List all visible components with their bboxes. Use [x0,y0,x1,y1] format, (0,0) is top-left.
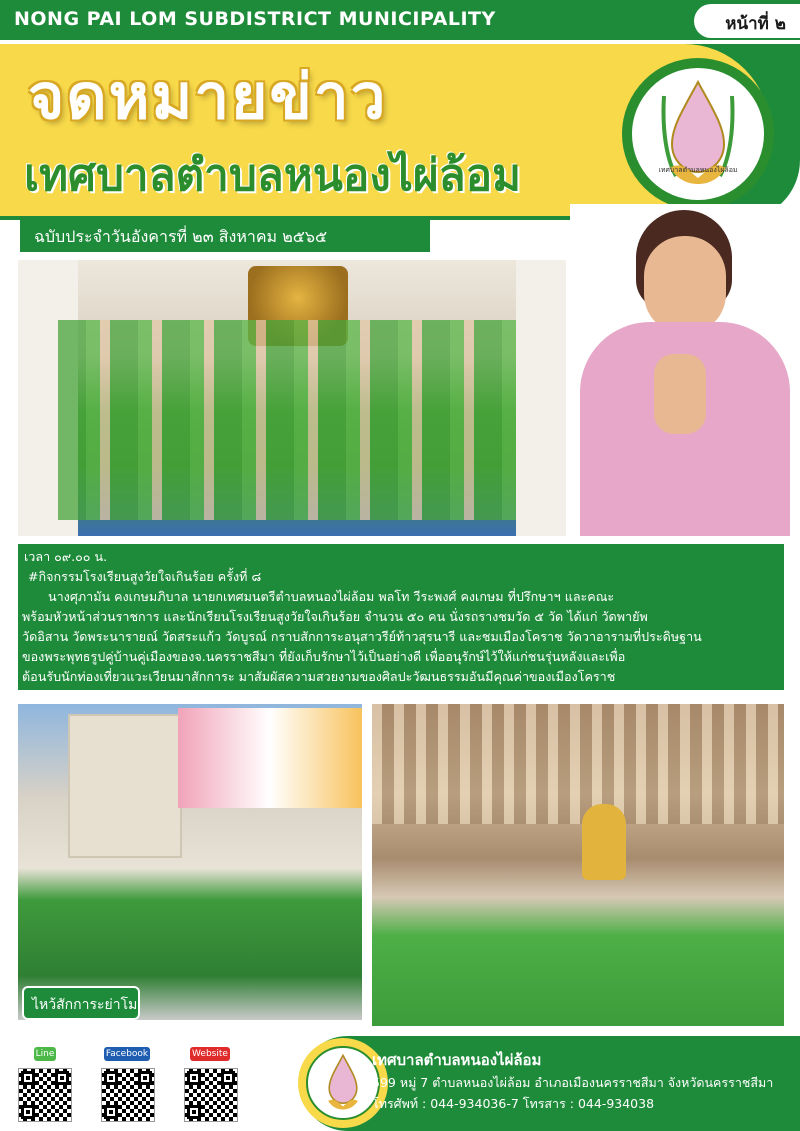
cave-temple-photo [372,704,784,1026]
photo-caption-text: ไหว้สักการะย่าโม [32,997,138,1013]
footer-phone: โทรศัพท์ : 044-934036-7 โทรสาร : 044-934038 [372,1096,655,1111]
line-label: Line [35,1049,55,1059]
footer-org-name: เทศบาลตำบลหนองไผ่ล้อม [372,1051,542,1069]
issue-date-bar [20,218,430,252]
article-line: พร้อมหัวหน้าส่วนราชการ และนักเรียนโรงเรียนสูงวัยใจเกินร้อย จำนวน ๕๐ คน นั่งรถรางชมวัด ๕ วัด ได้แก่ วัดพายัพ [22,609,648,624]
article-line: ต้อนรับนักท่องเที่ยวแวะเวียนมาสักการะ มาสัมผัสความสวยงามของศิลปะวัฒนธรรมอันมีคุณค่าของเมืองโคราช [22,669,616,684]
page-number-tag [694,4,800,38]
line-qr-code[interactable] [18,1068,72,1122]
photo-caption [22,986,140,1020]
lotus-drop-icon [632,68,764,200]
article-hashtag: #กิจกรรมโรงเรียนสูงวัยใจเกินร้อย ครั้งที่ ๘ [28,569,262,584]
article-line: นางศุภามัน คงเกษมภิบาล นายกเทศมนตรีตำบลหนองไผ่ล้อม พลโท วีระพงศ์ คงเกษม ที่ปรึกษาฯ และคณะ [48,589,615,604]
article-time: เวลา ๐๙.๐๐ น. [24,549,108,564]
lotus-drop-icon [308,1048,378,1118]
page-number: หน้าที่ ๒ [725,14,786,34]
org-name-en: NONG PAI LOM SUBDISTRICT MUNICIPALITY [14,8,496,30]
mayor-portrait [570,204,800,536]
top-banner [0,0,800,40]
website-qr-code[interactable] [184,1068,238,1122]
footer-address: 599 หมู่ 7 ตำบลหนองไผ่ล้อม อำเภอเมืองนครราชสีมา จังหวัดนครราชสีมา [372,1075,774,1090]
issue-date: ฉบับประจำวันอังคารที่ ๒๓ สิงหาคม ๒๕๖๕ [34,227,328,246]
logo-emblem [632,68,764,200]
temple-group-photo [18,260,566,536]
article-line: ของพระพุทธรูปคู่บ้านคู่เมืองของจ.นครราชสีมา ที่ยังเก็บรักษาไว้เป็นอย่างดี เพื่ออนุรักษ์ไว้ให้แก่ชนรุ่นหลังและเพื่อ [22,649,626,664]
logo-caption: เทศบาลตำบลหนองไผ่ล้อม [658,166,738,174]
newsletter-title: จดหมายข่าว [28,60,388,133]
website-label: Website [190,1047,230,1061]
facebook-qr-code[interactable] [101,1068,155,1122]
facebook-label: Facebook [105,1049,149,1059]
article-line: วัดอิสาน วัดพระนารายณ์ วัดสระแก้ว วัดบูรณ์ กราบสักการะอนุสาวรีย์ท้าวสุรนารี และชมเมืองโคราช วัดวาอารามที่ประดิษฐาน [22,629,702,644]
footer-logo [306,1046,380,1120]
article-box [18,544,784,690]
street-group-photo [18,704,362,1020]
municipality-title: เทศบาลตำบลหนองไผ่ล้อม [24,150,522,201]
